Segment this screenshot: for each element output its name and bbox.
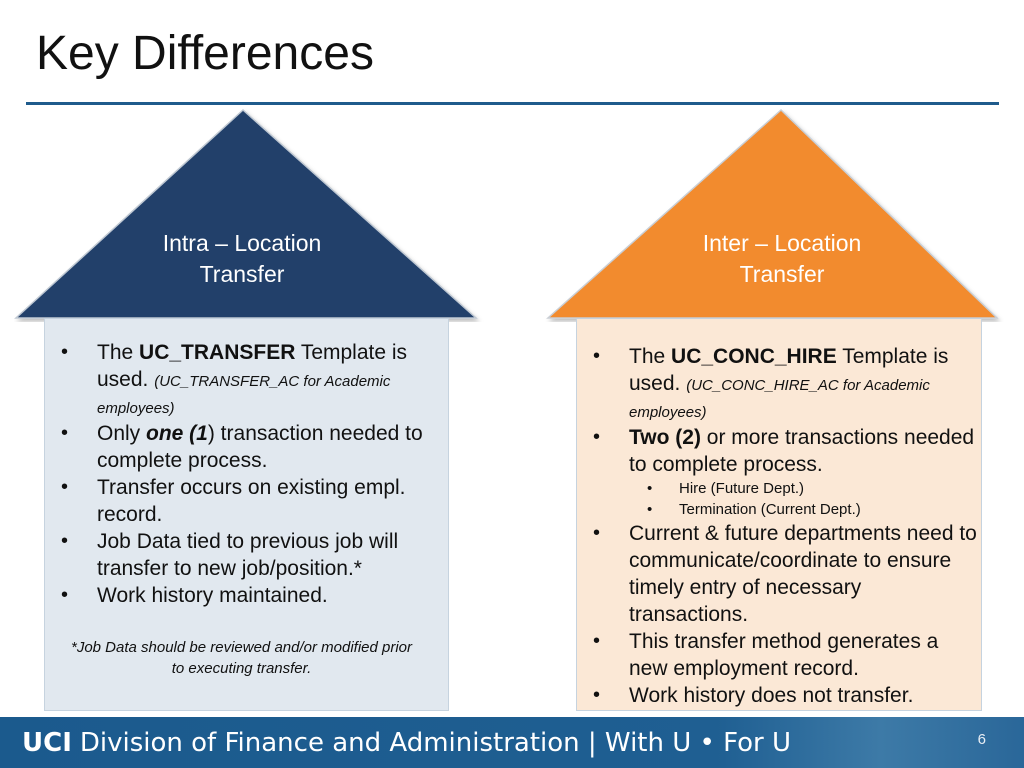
footer-division-text: Division of Finance and Administration | With U • For U — [79, 728, 792, 758]
right-sub-bullet-2: • Termination (Current Dept.) — [577, 499, 977, 520]
left-content-box — [44, 318, 449, 711]
right-academic-note: (UC_CONC_HIRE_AC for Academic employees) — [629, 377, 930, 421]
right-roof-line2: Transfer — [739, 261, 825, 287]
right-bullet-list — [577, 343, 977, 709]
right-roof-label — [662, 228, 902, 290]
footer-bar — [0, 717, 1024, 768]
footer-text — [22, 727, 791, 759]
title-divider — [26, 102, 999, 105]
slide-title: Key Differences — [36, 27, 374, 80]
template-name-uc-conc-hire: UC_CONC_HIRE — [671, 345, 837, 368]
right-sub-bullet-list — [577, 478, 977, 520]
right-roof-line1: Inter – Location — [702, 230, 862, 256]
left-bullet-3: • Transfer occurs on existing empl. record. — [45, 474, 438, 528]
right-transaction-count: Two (2) — [629, 426, 701, 449]
uci-logo-text: UCI — [22, 728, 72, 758]
left-academic-note: (UC_TRANSFER_AC for Academic employees) — [97, 373, 391, 417]
left-bullet-1: • The UC_TRANSFER Template is used. (UC_TRANSFER_AC for Academic employees) — [45, 339, 438, 420]
slide-number: 6 — [977, 731, 986, 748]
template-name-uc-transfer: UC_TRANSFER — [139, 341, 296, 364]
left-roof-line2: Transfer — [199, 261, 285, 287]
left-roof-label — [122, 228, 362, 290]
right-bullet-4: • This transfer method generates a new employment record. — [577, 628, 977, 682]
right-bullet-5: • Work history does not transfer. — [577, 682, 977, 709]
right-sub-bullet-1: • Hire (Future Dept.) — [577, 478, 977, 499]
left-bullet-5: • Work history maintained. — [45, 582, 438, 609]
right-bullet-3: • Current & future departments need to communicate/coordinate to ensure timely entry of necessary transactions. — [577, 520, 977, 628]
left-footnote: *Job Data should be reviewed and/or modified prior to executing transfer. — [70, 639, 413, 677]
left-bullet-2: • Only one (1) transaction needed to complete process. — [45, 420, 438, 474]
right-content-box — [576, 318, 982, 711]
left-bullet-list — [45, 339, 438, 609]
left-roof-line1: Intra – Location — [162, 230, 322, 256]
right-bullet-2: • Two (2) or more transactions needed to complete process. • Hire (Future Dept.) • Termination (Current Dept.) — [577, 424, 977, 520]
left-transaction-count: one (1 — [146, 422, 208, 445]
left-bullet-4: • Job Data tied to previous job will transfer to new job/position.* — [45, 528, 438, 582]
right-bullet-1: • The UC_CONC_HIRE Template is used. (UC_CONC_HIRE_AC for Academic employees) — [577, 343, 977, 424]
